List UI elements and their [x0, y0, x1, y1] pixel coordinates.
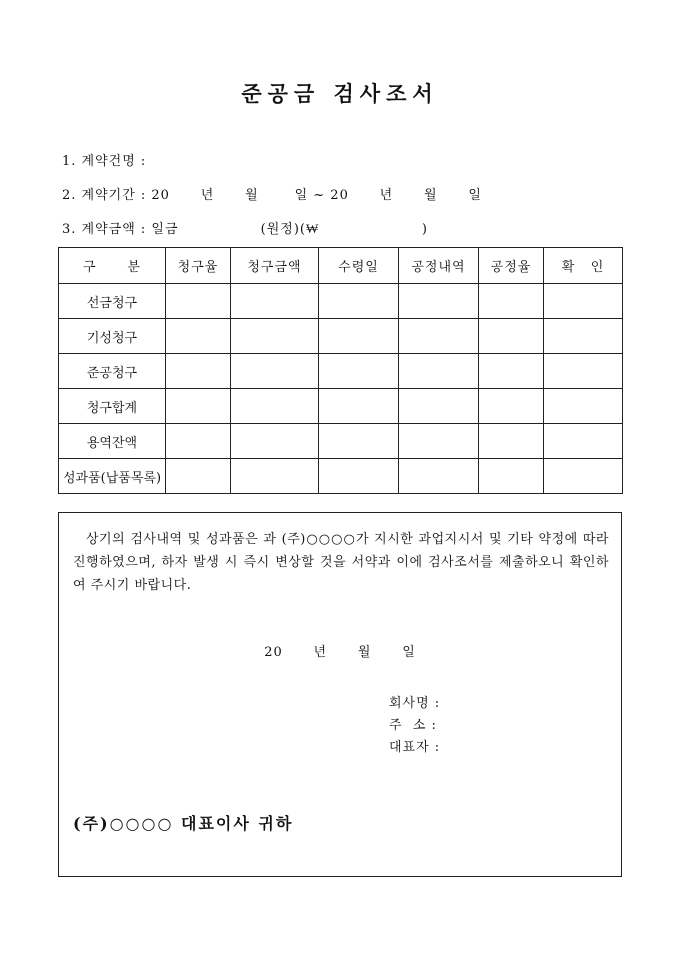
- table-cell-empty: [319, 284, 399, 319]
- table-row: [59, 389, 623, 424]
- table-cell-empty: [479, 284, 544, 319]
- payment-inspection-table: [58, 247, 623, 494]
- table-cell-empty: [399, 459, 479, 494]
- row-label: 성과품(납품목록): [59, 459, 166, 494]
- document-title: 준공금 검사조서: [241, 81, 439, 106]
- contract-amount-field: 3. 계약금액 : 일금 (원정)(₩ ): [62, 222, 428, 237]
- declaration-text: 상기의 검사내역 및 성과품은 과 (주)○○○○가 지시한 과업지시서 및 기타 약정에 따라 진행하였으며, 하자 발생 시 즉시 변상할 것을 서약과 이에 검사조서를 제출하오니 확인하여 주시기 바랍니다.: [73, 532, 609, 593]
- row-label: 청구합계: [59, 389, 166, 424]
- table-cell-empty: [319, 354, 399, 389]
- declaration-box: [58, 512, 622, 877]
- table-header-row: [59, 248, 623, 284]
- table-cell-empty: [544, 389, 623, 424]
- table-cell-empty: [319, 459, 399, 494]
- table-cell-empty: [166, 319, 231, 354]
- table-cell-empty: [166, 354, 231, 389]
- table-cell-empty: [479, 459, 544, 494]
- table-cell-empty: [319, 319, 399, 354]
- header-receipt-date: 수령일: [319, 248, 399, 284]
- row-label: 준공청구: [59, 354, 166, 389]
- table-row: [59, 354, 623, 389]
- table-cell-empty: [231, 424, 319, 459]
- table-cell-empty: [319, 424, 399, 459]
- table-cell-empty: [544, 354, 623, 389]
- table-cell-empty: [319, 389, 399, 424]
- table-cell-empty: [544, 284, 623, 319]
- company-name-label: 회사명 :: [389, 696, 441, 711]
- table-cell-empty: [479, 424, 544, 459]
- table-cell-empty: [166, 284, 231, 319]
- table-cell-empty: [166, 459, 231, 494]
- row-label: 용역잔액: [59, 424, 166, 459]
- company-address-label: 주 소 :: [389, 718, 437, 733]
- table-cell-empty: [231, 459, 319, 494]
- table-cell-empty: [544, 424, 623, 459]
- table-cell-empty: [544, 319, 623, 354]
- table-cell-empty: [231, 319, 319, 354]
- table-row: [59, 319, 623, 354]
- header-confirmation: 확 인: [544, 248, 623, 284]
- header-claim-rate: 청구율: [166, 248, 231, 284]
- company-info-block: [389, 693, 440, 759]
- company-representative-label: 대표자 :: [389, 740, 441, 755]
- contract-period-field: 2. 계약기간 : 20 년 월 일 ~ 20 년 월 일: [62, 188, 482, 203]
- row-label: 기성청구: [59, 319, 166, 354]
- contract-fields: [62, 150, 482, 252]
- table-cell-empty: [231, 354, 319, 389]
- header-progress-detail: 공정내역: [399, 248, 479, 284]
- table-cell-empty: [231, 284, 319, 319]
- row-label: 선금청구: [59, 284, 166, 319]
- table-row: [59, 459, 623, 494]
- table-cell-empty: [479, 389, 544, 424]
- table-cell-empty: [166, 389, 231, 424]
- date-line: 20 년 월 일: [264, 645, 416, 660]
- table-row: [59, 424, 623, 459]
- table-cell-empty: [231, 389, 319, 424]
- table-cell-empty: [479, 354, 544, 389]
- table-cell-empty: [399, 389, 479, 424]
- table-cell-empty: [399, 284, 479, 319]
- header-claim-amount: 청구금액: [231, 248, 319, 284]
- table-cell-empty: [544, 459, 623, 494]
- header-progress-rate: 공정율: [479, 248, 544, 284]
- contract-name-field: 1. 계약건명 :: [62, 154, 147, 169]
- table-row: [59, 284, 623, 319]
- table-cell-empty: [479, 319, 544, 354]
- table-cell-empty: [166, 424, 231, 459]
- table-cell-empty: [399, 319, 479, 354]
- recipient-line: (주)○○○○ 대표이사 귀하: [73, 814, 294, 833]
- table-cell-empty: [399, 354, 479, 389]
- table-cell-empty: [399, 424, 479, 459]
- header-category: 구 분: [59, 248, 166, 284]
